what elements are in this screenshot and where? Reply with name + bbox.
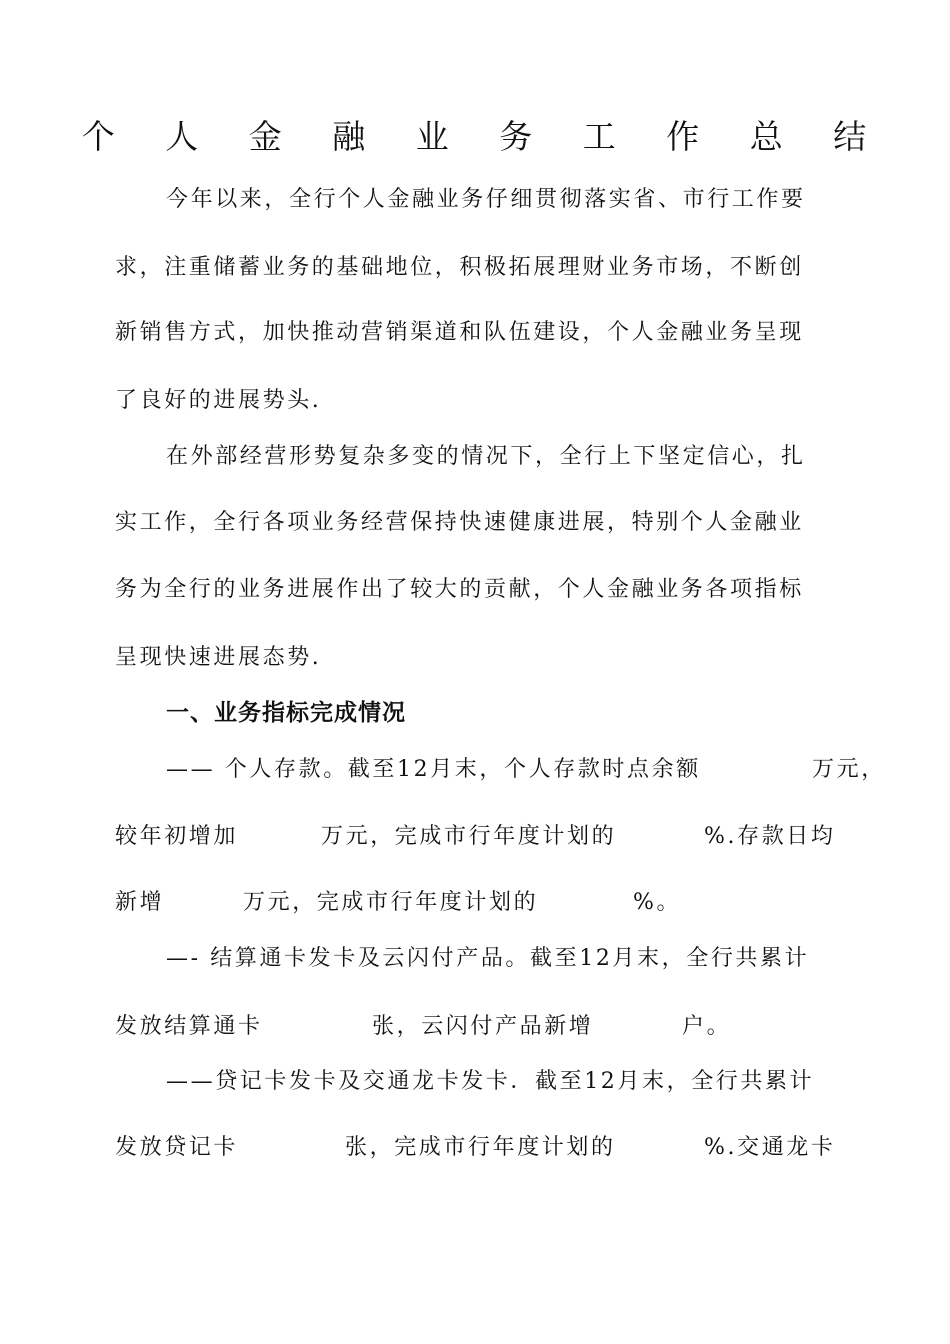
card-line-2-end: 户。 xyxy=(682,1014,732,1039)
debit-line-2-mid: 张，完成市行年度计划的 xyxy=(345,1135,616,1160)
section-heading: 一、业务指标完成情况 xyxy=(166,700,406,726)
card-line-1: —- 结算通卡发卡及云闪付产品。截至12月末，全行共累计 xyxy=(166,946,810,971)
debit-line-1: ——贷记卡发卡及交通龙卡发卡．截至12月末，全行共累计 xyxy=(166,1069,815,1094)
paragraph-2-line-2: 实工作，全行各项业务经营保持快速健康进展，特别个人金融业 xyxy=(115,510,804,535)
paragraph-2-line-1: 在外部经营形势复杂多变的情况下，全行上下坚定信心，扎 xyxy=(166,444,806,469)
paragraph-1-line-4: 了良好的进展势头. xyxy=(115,388,322,413)
paragraph-1-line-2: 求，注重储蓄业务的基础地位，积极拓展理财业务市场，不断创 xyxy=(115,255,804,280)
deposit-line-1-text: —— 个人存款。截至12月末，个人存款时点余额 xyxy=(166,757,701,782)
deposit-line-2-end: %.存款日均 xyxy=(704,824,836,849)
paragraph-1-line-1: 今年以来，全行个人金融业务仔细贯彻落实省、市行工作要 xyxy=(166,187,806,212)
card-line-2 xyxy=(115,1012,835,1042)
deposit-line-2 xyxy=(115,822,835,852)
deposit-line-3-mid: 万元，完成市行年度计划的 xyxy=(243,890,539,915)
debit-line-2-text: 发放贷记卡 xyxy=(115,1135,239,1160)
card-line-2-text: 发放结算通卡 xyxy=(115,1014,263,1039)
debit-line-2-end: %.交通龙卡 xyxy=(704,1135,836,1160)
deposit-line-3-text: 新增 xyxy=(115,890,165,915)
paragraph-1-line-3: 新销售方式，加快推动营销渠道和队伍建设，个人金融业务呈现 xyxy=(115,320,804,345)
paragraph-2-line-4: 呈现快速进展态势. xyxy=(115,645,322,670)
deposit-line-3-end: %。 xyxy=(633,890,682,915)
card-line-2-mid: 张，云闪付产品新增 xyxy=(372,1014,594,1039)
deposit-line-2-mid: 万元，完成市行年度计划的 xyxy=(321,824,617,849)
deposit-line-3 xyxy=(115,888,835,918)
deposit-line-2-text: 较年初增加 xyxy=(115,824,239,849)
deposit-line-1-unit: 万元， xyxy=(812,757,886,782)
document-title: 个 人 金 融 业 务 工 作 总 结 xyxy=(81,117,887,156)
deposit-line-1 xyxy=(115,755,886,785)
debit-line-2 xyxy=(115,1133,835,1163)
paragraph-2-line-3: 务为全行的业务进展作出了较大的贡献，个人金融业务各项指标 xyxy=(115,577,804,602)
